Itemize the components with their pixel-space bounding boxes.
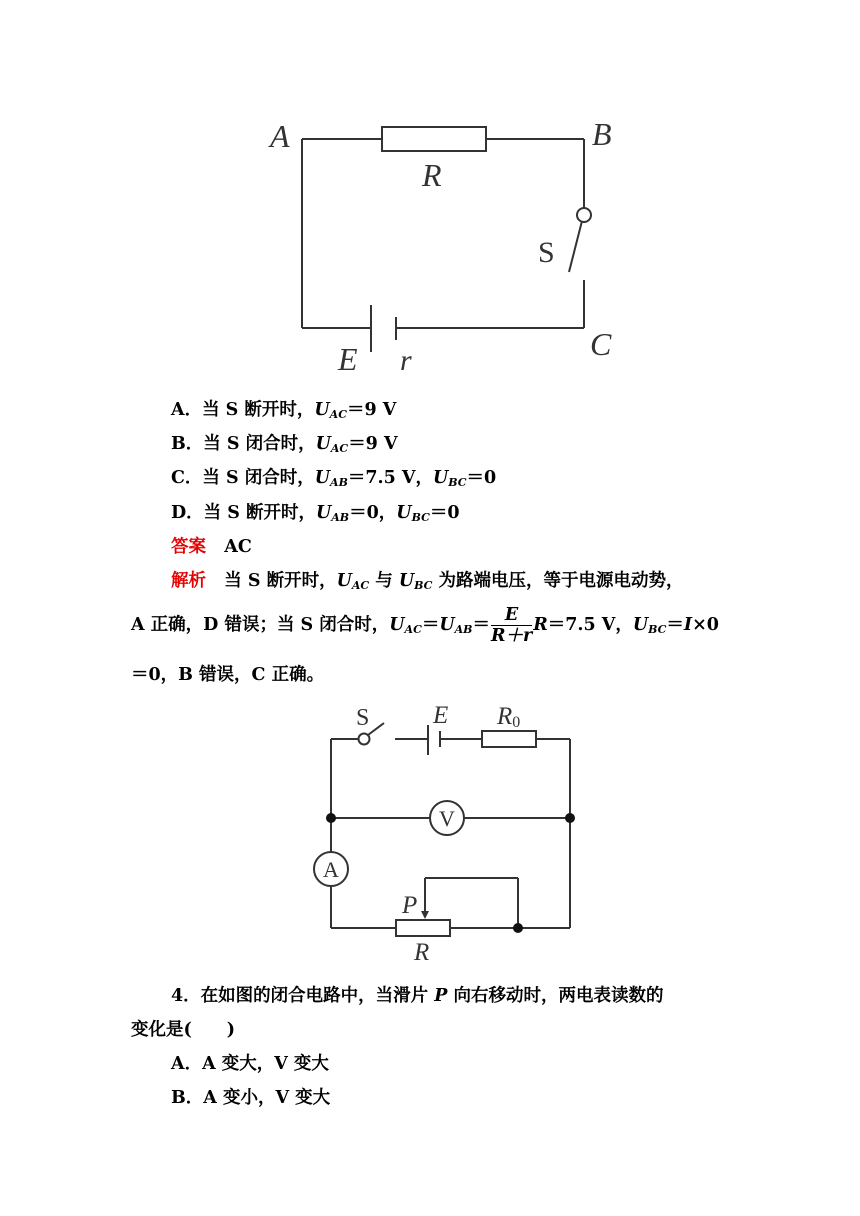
internal-r-label: r [400, 344, 412, 377]
ammeter-label: A [323, 857, 339, 882]
option-b: B．当 S 闭合时，$U_{AC}=9$ V [171, 434, 398, 455]
question-4-option-a: A．A 变大，V 变大 [171, 1054, 329, 1074]
switch-s-label: S [356, 705, 370, 731]
analysis-line-1: 解析 当 S 断开时，$U_{AC}$ 与 $U_{BC}$ 为路端电压，等于电源电动势， [171, 571, 684, 592]
fraction: $\frac{E}{R+r}$ [490, 605, 533, 646]
node-a-label: A [270, 118, 290, 154]
resistor-r-label: R [422, 157, 442, 193]
analysis-label: 解析 [171, 571, 206, 591]
node-c-label: C [590, 326, 612, 362]
circuit-figure-1 [0, 0, 860, 400]
option-d: D．当 S 断开时，$U_{AB}=0$，$U_{BC}=0$ [171, 503, 460, 524]
option-c: C．当 S 闭合时，$U_{AB}=7.5$ V，$U_{BC}=0$ [171, 468, 497, 489]
resistor-r0-label: R0 [497, 703, 521, 731]
analysis-line-3: ＝0，B 错误，C 正确。 [131, 665, 325, 685]
answer-label: 答案 [171, 537, 206, 557]
node-b-label: B [592, 116, 612, 152]
switch-s-label: S [538, 236, 555, 269]
analysis-line-2: A 正确，D 错误；当 S 闭合时，$U_{AC}=U_{AB}=$ $\frac{E}{R+r}$ R＝7.5 V，$U_{BC}=I\times 0$ [131, 605, 719, 646]
rheostat-r-label: R [414, 939, 430, 966]
voltmeter-label: V [439, 806, 455, 831]
circuit-figure-2 [0, 695, 860, 975]
answer-value: AC [224, 537, 252, 557]
slider-p-label: P [402, 892, 418, 919]
option-a: A．当 S 断开时，$U_{AC}=9$ V [171, 400, 397, 421]
question-4-option-b: B．A 变小，V 变大 [171, 1088, 331, 1108]
answer-line [171, 535, 252, 559]
emf-e-label: E [338, 341, 358, 377]
question-4-line-1: 4．在如图的闭合电路中，当滑片 P 向右移动时，两电表读数的 [171, 986, 664, 1006]
question-4-line-2: 变化是( ) [131, 1020, 236, 1040]
emf-e-label: E [433, 702, 449, 729]
